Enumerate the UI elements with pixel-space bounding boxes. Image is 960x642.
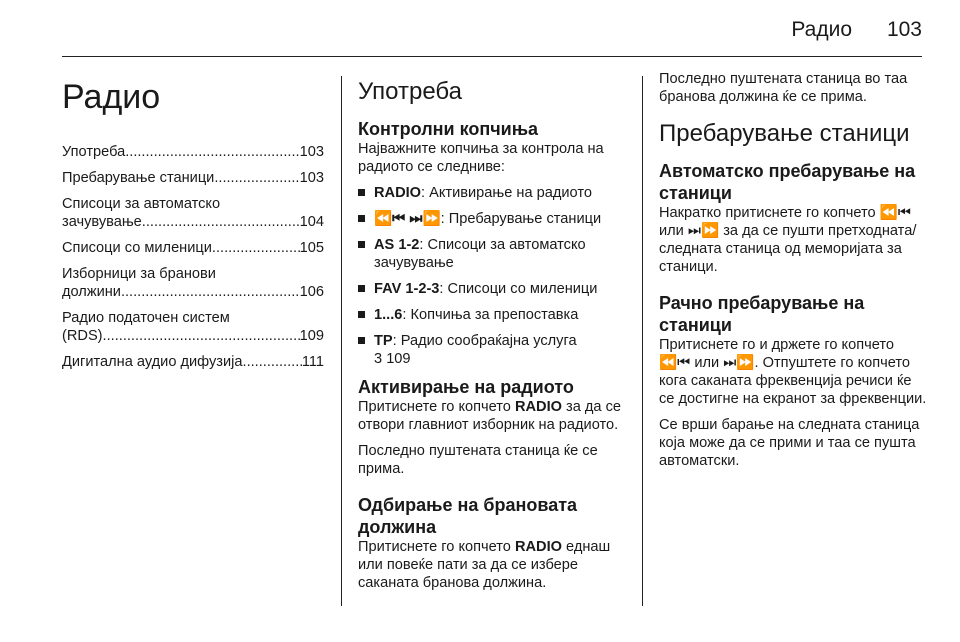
column-search bbox=[659, 70, 927, 478]
toc-leader-dots bbox=[142, 213, 300, 231]
toc-entry-label: Радио податочен систем bbox=[62, 310, 230, 326]
toc-leader-dots bbox=[121, 283, 300, 301]
controls-intro: Најважните копчиња за контрола на радиото се следниве: bbox=[358, 141, 604, 175]
manual-search-text: Притиснете го и држете го копчето ⏪⏮ или ⏭⏩. Отпуштете го копчето кога саканата фреквенција речиси ќе се достигне на екранот за фреквенции. bbox=[659, 337, 927, 407]
bullet-square-icon bbox=[358, 311, 365, 318]
header-title: Радио bbox=[791, 18, 852, 41]
toc-page-number: 103 bbox=[299, 144, 324, 160]
toc-entry-label: зачувување bbox=[62, 214, 142, 230]
toc-page-number: 111 bbox=[301, 354, 324, 370]
reference-page[interactable]: 109 bbox=[386, 351, 411, 367]
toc-entry[interactable] bbox=[62, 143, 324, 161]
toc-page-number: 104 bbox=[299, 214, 324, 230]
toc-page-number: 103 bbox=[299, 170, 324, 186]
subsection-band: Одбирање на брановата должина bbox=[358, 495, 578, 537]
toc-entry[interactable] bbox=[62, 239, 324, 257]
activate-text-1: Притиснете го копчето RADIO за да се отвори главниот изборник на радиото. bbox=[358, 399, 622, 433]
column-divider-2 bbox=[642, 76, 643, 606]
toc-entry[interactable] bbox=[62, 195, 324, 231]
page-header bbox=[0, 0, 960, 58]
toc-entry-label: Употреба bbox=[62, 144, 126, 160]
page-reference-icon: 3 bbox=[374, 351, 383, 367]
toc-entry-label: Изборници за бранови bbox=[62, 266, 216, 282]
toc-entry-label: Списоци за автоматско bbox=[62, 196, 221, 212]
list-item: RADIO: Активирање на радиото bbox=[358, 184, 626, 202]
list-item: ⏪⏮ ⏭⏩: Пребарување станици bbox=[358, 210, 626, 228]
toc-page-number: 106 bbox=[299, 284, 324, 300]
subsection-auto-search: Автоматско пребарување на станици bbox=[659, 161, 916, 203]
toc-entry-label: Пребарување станици bbox=[62, 170, 215, 186]
toc-leader-dots bbox=[125, 143, 299, 161]
header-rule bbox=[62, 56, 922, 57]
last-station-text: Последно пуштената станица во таа бранова должина ќе се прима. bbox=[659, 71, 908, 105]
toc-entry-label: (RDS) bbox=[62, 328, 103, 344]
chapter-title: Радио bbox=[62, 78, 161, 116]
bullet-square-icon bbox=[358, 241, 365, 248]
page-number: 103 bbox=[886, 18, 922, 41]
toc-entry-label: Списоци со миленици bbox=[62, 240, 212, 256]
toc-entry[interactable] bbox=[62, 309, 324, 345]
search-result-text: Се врши барање на следната станица која може да се прими и таа се пушта автоматски. bbox=[659, 417, 920, 469]
bullet-square-icon bbox=[358, 285, 365, 292]
subsection-manual-search: Рачно пребарување на станици bbox=[659, 293, 865, 335]
auto-search-text: Накратко притиснете го копчето ⏪⏮ или ⏭⏩ за да се пушти претходната/следната станица од меморијата за станици. bbox=[659, 205, 917, 275]
toc-leader-dots bbox=[212, 239, 300, 257]
toc-page-number: 109 bbox=[299, 328, 324, 344]
toc-leader-dots bbox=[214, 169, 299, 187]
activate-text-2: Последно пуштената станица ќе се прима. bbox=[358, 443, 598, 477]
section-title-usage: Употреба bbox=[358, 78, 462, 105]
toc-leader-dots bbox=[243, 353, 302, 371]
bullet-square-icon bbox=[358, 189, 365, 196]
control-list bbox=[358, 184, 626, 368]
toc-entry-label: должини bbox=[62, 284, 121, 300]
list-item: TP: Радио сообраќајна услуга 3 109 bbox=[358, 332, 626, 368]
toc-leader-dots bbox=[103, 327, 300, 345]
column-divider-1 bbox=[341, 76, 342, 606]
column-usage bbox=[358, 70, 626, 600]
subsection-controls: Контролни копчиња bbox=[358, 119, 539, 139]
seek-buttons-icon: ⏪⏮ ⏭⏩ bbox=[374, 211, 441, 227]
list-item: AS 1-2: Списоци за автоматско зачувување bbox=[358, 236, 626, 272]
subsection-activate: Активирање на радиото bbox=[358, 377, 574, 397]
toc-entry-label: Дигитална аудио дифузија bbox=[62, 354, 243, 370]
list-item: 1...6: Копчиња за препоставка bbox=[358, 306, 626, 324]
band-text: Притиснете го копчето RADIO еднаш или повеќе пати за да се избере саканата бранова должина. bbox=[358, 539, 611, 591]
bullet-square-icon bbox=[358, 337, 365, 344]
column-toc bbox=[62, 70, 324, 379]
toc-entry[interactable] bbox=[62, 169, 324, 187]
toc-entry[interactable] bbox=[62, 353, 324, 371]
list-item: FAV 1-2-3: Списоци со миленици bbox=[358, 280, 626, 298]
bullet-square-icon bbox=[358, 215, 365, 222]
toc-page-number: 105 bbox=[299, 240, 324, 256]
table-of-contents bbox=[62, 143, 324, 371]
section-title-search: Пребарување станици bbox=[659, 120, 910, 147]
toc-entry[interactable] bbox=[62, 265, 324, 301]
